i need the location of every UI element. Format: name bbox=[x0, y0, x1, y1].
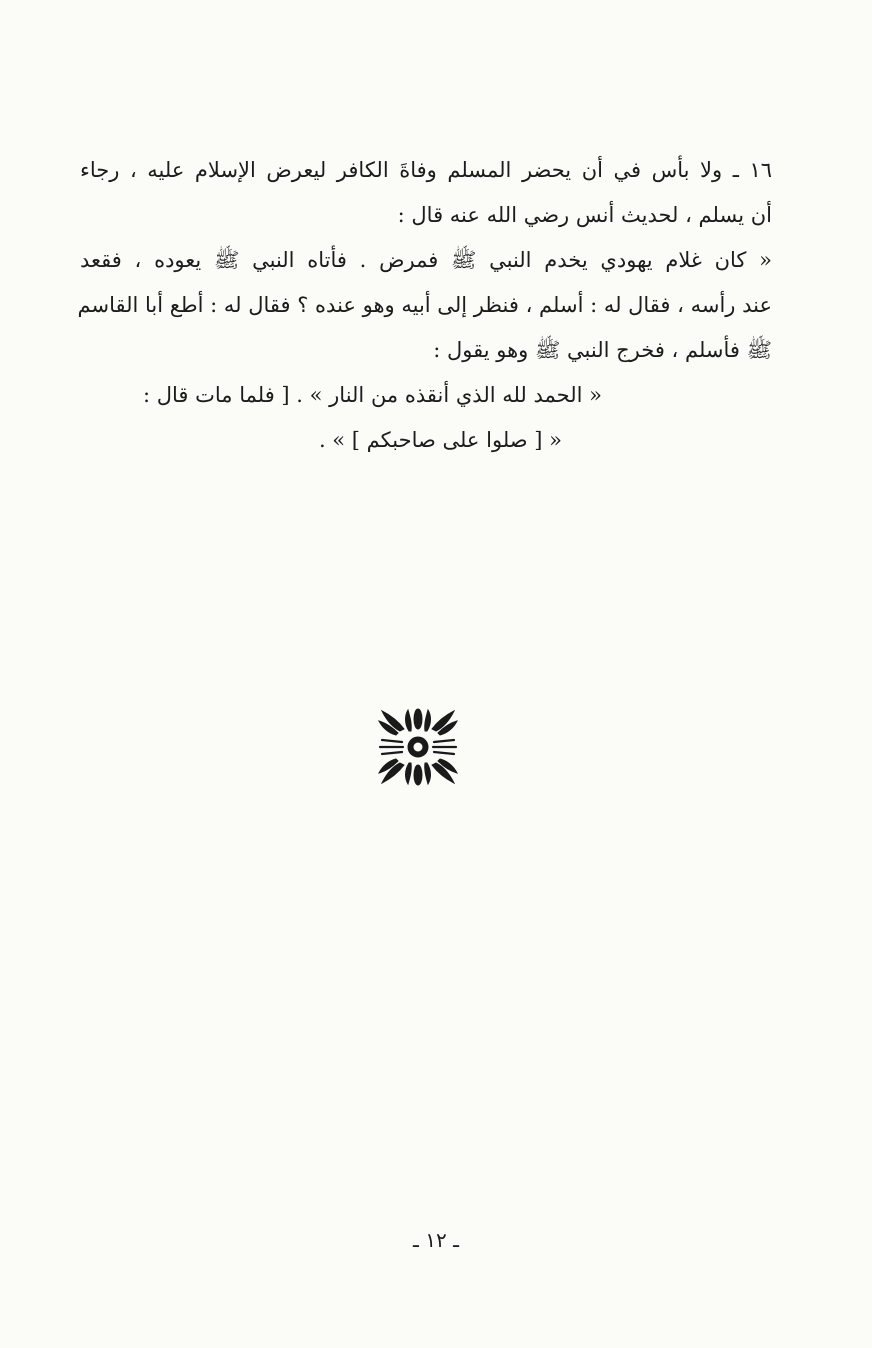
hadith-quote-line-1: « الحمد لله الذي أنقذه من النار » . [ فلما مات قال : bbox=[143, 383, 602, 407]
hadith-line-3: ﷺ فأسلم ، فخرج النبي ﷺ وهو يقول : bbox=[433, 338, 772, 362]
hadith-line-1: « كان غلام يهودي يخدم النبي ﷺ فمرض . فأتاه النبي ﷺ يعوده ، فقعد bbox=[80, 248, 772, 272]
hadith-line-2: عند رأسه ، فقال له : أسلم ، فنظر إلى أبيه وهو عنده ؟ فقال له : أطع أبا القاسم bbox=[77, 293, 772, 317]
floral-ornament-icon bbox=[376, 705, 460, 789]
paragraph-line-1: ١٦ ـ ولا بأس في أن يحضر المسلم وفاةَ الكافر ليعرض الإسلام عليه ، رجاء bbox=[80, 158, 772, 182]
page-number: ـ ١٢ ـ bbox=[413, 1228, 459, 1252]
paragraph-line-2: أن يسلم ، لحديث أنس رضي الله عنه قال : bbox=[397, 203, 772, 227]
paragraph-16 bbox=[77, 148, 772, 463]
ornament-graphic bbox=[376, 705, 460, 789]
hadith-quote-line-2: « [ صلوا على صاحبكم ] » . bbox=[318, 428, 562, 452]
